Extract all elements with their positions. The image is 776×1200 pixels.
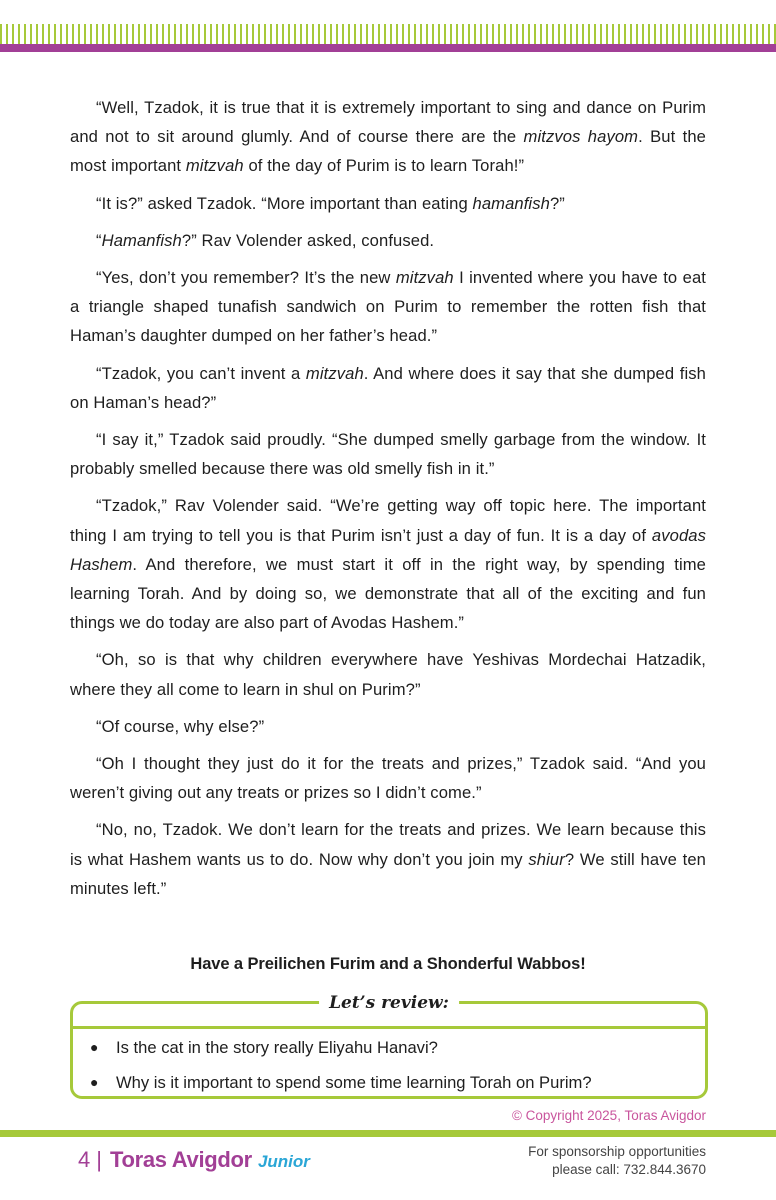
text-run: I invented where you have to eat a triangle shaped tunafish sandwich on Purim to remember the rotten fish that Haman’s daughter dumped on her father’s head.”: [70, 268, 706, 346]
copyright-notice: © Copyright 2025, Toras Avigdor: [511, 1108, 706, 1123]
text-run: “Yes, don’t you remember? It’s the new: [96, 268, 396, 288]
review-list: [87, 1030, 697, 1100]
text-run: “Of course, why else?”: [96, 716, 265, 736]
text-run: . And where does it say that she dumped fish on Haman’s head?”: [70, 363, 706, 412]
top-decorative-ticks: [0, 24, 776, 44]
brand-name: Toras Avigdor: [109, 1147, 252, 1172]
story-paragraph: [70, 712, 706, 741]
text-run: ?”: [549, 193, 565, 213]
text-run: . And therefore, we must start it off in the right way, by spending time learning Torah. And by doing so, we demonstrate that all of the exciting and fun things we do today are also part of Avodas Hashem.”: [70, 554, 706, 633]
footer-divider: |: [96, 1147, 102, 1172]
italic-term: mitzvah: [395, 268, 454, 288]
review-divider: [73, 1026, 705, 1029]
italic-term: mitzvos hayom: [523, 127, 639, 147]
story-paragraph: [70, 226, 706, 255]
story-paragraph: [70, 425, 706, 483]
text-run: “Oh, so is that why children everywhere have Yeshivas Mordechai Hatzadik, where they all come to learn in shul on Purim?”: [70, 650, 706, 699]
brand-sub-name: Junior: [257, 1152, 310, 1171]
review-item: [87, 1030, 697, 1065]
text-run: . But the most important: [70, 127, 706, 176]
italic-term: Hamanfish: [101, 230, 182, 250]
story-paragraph: [70, 93, 706, 181]
story-paragraph: [70, 815, 706, 903]
italic-term: hamanfish: [472, 193, 550, 213]
sponsorship-line: For sponsorship opportunities: [528, 1144, 706, 1159]
text-run: “Oh I thought they just do it for the treats and prizes,” Tzadok said. “And you weren’t giving out any treats or prizes so I didn’t come.”: [70, 754, 706, 803]
review-item-text: Why is it important to spend some time learning Torah on Purim?: [116, 1073, 592, 1092]
italic-term: shiur: [528, 849, 565, 869]
closing-greeting: Have a Preilichen Furim and a Shonderful Wabbos!: [190, 955, 586, 973]
italic-term: mitzvah: [185, 156, 244, 176]
text-run: of the day of Purim is to learn Torah!”: [243, 156, 525, 176]
text-run: “: [96, 230, 102, 250]
italic-term: avodas Hashem: [70, 525, 706, 574]
text-run: “Tzadok,” Rav Volender said. “We’re getting way off topic here. The important thing I am trying to tell you is that Purim isn’t just a day of fun. It is a day of: [70, 496, 706, 545]
story-body: [70, 93, 706, 911]
text-run: “It is?” asked Tzadok. “More important than eating: [96, 193, 473, 213]
italic-term: mitzvah: [305, 363, 364, 383]
bullet-icon: ●: [90, 1039, 99, 1055]
page-number: 4: [78, 1147, 91, 1172]
bottom-accent-bar: [0, 1130, 776, 1137]
text-run: “Well, Tzadok, it is true that it is extremely important to sing and dance on Purim and not to sit around glumly. And of course there are the: [70, 98, 706, 147]
review-box: [70, 993, 708, 1099]
top-accent-bar: [0, 44, 776, 52]
sponsorship-info: [528, 1143, 706, 1179]
text-run: ?” Rav Volender asked, confused.: [181, 230, 435, 250]
review-item: [87, 1065, 697, 1100]
story-paragraph: [70, 359, 706, 417]
text-run: “No, no, Tzadok. We don’t learn for the treats and prizes. We learn because this is what Hashem wants us to do. Now why don’t you join my: [70, 820, 706, 869]
footer-branding: [78, 1145, 310, 1175]
story-paragraph: [70, 749, 706, 807]
story-paragraph: [70, 645, 706, 703]
story-paragraph: [70, 263, 706, 351]
sponsorship-phone: please call: 732.844.3670: [552, 1162, 706, 1177]
text-run: ? We still have ten minutes left.”: [70, 849, 706, 898]
story-paragraph: [70, 189, 706, 218]
review-item-text: Is the cat in the story really Eliyahu Hanavi?: [116, 1038, 438, 1057]
review-title: Let’s review:: [319, 990, 459, 1016]
story-paragraph: [70, 491, 706, 637]
text-run: “Tzadok, you can’t invent a: [96, 363, 306, 383]
text-run: “I say it,” Tzadok said proudly. “She dumped smelly garbage from the window. It probably smelled because there was old smelly fish in it.”: [70, 430, 706, 479]
bullet-icon: ●: [90, 1074, 99, 1090]
